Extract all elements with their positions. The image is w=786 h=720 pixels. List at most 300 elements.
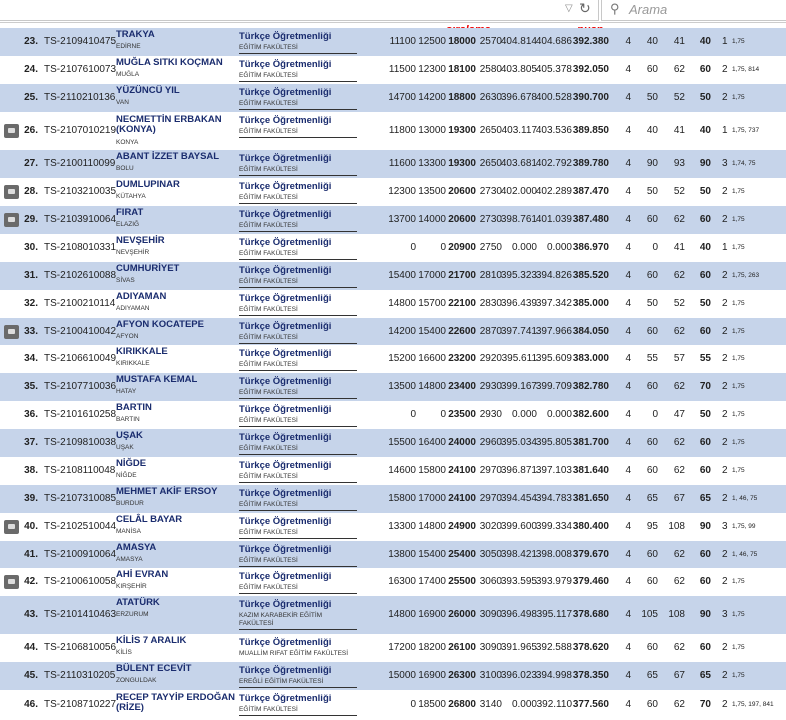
cell-e: 391.965 [500, 642, 537, 653]
city-name: MANİSA [116, 528, 141, 535]
table-row[interactable] [0, 318, 786, 346]
cell-j: 52 [673, 92, 685, 103]
cell-h: 4 [625, 409, 631, 420]
program-name: Türkçe Öğretmenliği [239, 321, 332, 332]
cell-f: 401.039 [535, 214, 572, 225]
cell-f: 399.334 [535, 521, 572, 532]
cell-h: 4 [625, 521, 631, 532]
cell-j: 62 [673, 64, 685, 75]
row-number: 45. [24, 670, 38, 681]
city-name: NEVŞEHİR [116, 249, 150, 256]
cell-l: 2 [722, 670, 728, 681]
cell-b: 15400 [418, 326, 446, 337]
cell-j: 41 [673, 242, 685, 253]
cell-c: 18100 [448, 64, 476, 75]
cell-c: 19300 [448, 125, 476, 136]
cell-j: 62 [673, 214, 685, 225]
cell-b: 18500 [418, 699, 446, 710]
cell-f: 0.000 [546, 242, 572, 253]
row-number: 41. [24, 549, 38, 560]
cell-g: 392.050 [572, 64, 609, 75]
faculty-name: EĞİTİM FAKÜLTESİ [239, 473, 298, 480]
cell-h: 4 [625, 493, 631, 504]
cell-j: 52 [673, 298, 685, 309]
city-name: BURDUR [116, 500, 144, 507]
cell-b: 12500 [418, 36, 446, 47]
cell-k: 40 [699, 125, 711, 136]
city-name: KIRŞEHİR [116, 583, 147, 590]
faculty-name: EĞİTİM FAKÜLTESİ [239, 529, 298, 536]
cell-f: 395.805 [535, 437, 572, 448]
row-number: 36. [24, 409, 38, 420]
cell-h: 4 [625, 437, 631, 448]
cell-b: 16400 [418, 437, 446, 448]
cell-d: 2930 [479, 409, 502, 420]
university-name: BARTIN [116, 402, 152, 413]
cell-g: 390.700 [572, 92, 609, 103]
table-row[interactable] [0, 178, 786, 207]
table-row[interactable] [0, 56, 786, 85]
faculty-underline [239, 81, 357, 82]
cell-k: 50 [699, 409, 711, 420]
cell-f: 0.000 [546, 409, 572, 420]
table-row[interactable] [0, 112, 786, 151]
cell-b: 17400 [418, 576, 446, 587]
cell-h: 4 [625, 642, 631, 653]
cell-e: 393.595 [500, 576, 537, 587]
cell-f: 397.342 [535, 298, 572, 309]
cell-f: 404.686 [535, 36, 572, 47]
program-name: Türkçe Öğretmenliği [239, 87, 332, 98]
cell-g: 378.350 [572, 670, 609, 681]
cell-l: 2 [722, 214, 728, 225]
cell-h: 4 [625, 125, 631, 136]
cell-j: 41 [673, 125, 685, 136]
cell-a: 14600 [388, 465, 416, 476]
cell-k: 90 [699, 158, 711, 169]
cell-i: 50 [646, 298, 658, 309]
faculty-name: EĞİTİM FAKÜLTESİ [239, 361, 298, 368]
cell-notes: 1,75 [732, 355, 745, 362]
cell-i: 60 [646, 642, 658, 653]
row-number: 35. [24, 381, 38, 392]
cell-d: 3090 [479, 609, 502, 620]
cell-f: 392.588 [535, 642, 572, 653]
cell-notes: 1,75, 737 [732, 127, 760, 134]
table-row[interactable] [0, 634, 786, 663]
faculty-underline [239, 715, 357, 716]
cell-h: 4 [625, 465, 631, 476]
table-row[interactable] [0, 568, 786, 597]
faculty-name: EREĞLİ EĞİTİM FAKÜLTESİ [239, 678, 324, 685]
chevron-down-icon[interactable]: ▽ [565, 3, 573, 14]
cell-k: 40 [699, 36, 711, 47]
cell-g: 378.620 [572, 642, 609, 653]
score-type: TS-2 [44, 125, 66, 136]
cell-k: 50 [699, 186, 711, 197]
cell-k: 60 [699, 326, 711, 337]
table-row[interactable] [0, 429, 786, 458]
cell-h: 4 [625, 64, 631, 75]
cell-h: 4 [625, 270, 631, 281]
score-type: TS-2 [44, 409, 66, 420]
score-type: TS-2 [44, 92, 66, 103]
cell-h: 4 [625, 186, 631, 197]
cell-i: 55 [646, 353, 658, 364]
program-name: Türkçe Öğretmenliği [239, 293, 332, 304]
table-row[interactable] [0, 401, 786, 430]
cell-notes: 1,75 [732, 188, 745, 195]
table-row[interactable] [0, 150, 786, 179]
cell-f: 395.117 [536, 609, 572, 620]
city-name: VAN [116, 99, 129, 106]
cell-b: 14200 [418, 92, 446, 103]
cell-notes: 1,75 [732, 38, 745, 45]
cell-c: 23500 [448, 409, 476, 420]
score-type: TS-2 [44, 642, 66, 653]
reload-icon[interactable]: ↻ [579, 0, 591, 16]
cell-d: 2970 [479, 493, 502, 504]
program-code: 100210114 [66, 298, 116, 309]
cell-l: 2 [722, 186, 728, 197]
cell-a: 14200 [388, 326, 416, 337]
search-icon: ⚲ [610, 1, 620, 16]
score-type: TS-2 [44, 549, 66, 560]
cell-notes: 1,75 [732, 411, 745, 418]
table-row[interactable] [0, 690, 786, 720]
address-bar[interactable] [0, 0, 599, 21]
faculty-underline [239, 510, 357, 511]
cell-c: 24000 [448, 437, 476, 448]
cell-j: 62 [673, 549, 685, 560]
row-number: 39. [24, 493, 38, 504]
faculty-underline [239, 538, 357, 539]
cell-i: 90 [646, 158, 658, 169]
cell-notes: 1,75 [732, 672, 745, 679]
university-name: FIRAT [116, 207, 144, 218]
faculty-name: EĞİTİM FAKÜLTESİ [239, 557, 298, 564]
cell-a: 14700 [388, 92, 416, 103]
cell-j: 67 [673, 670, 685, 681]
program-code: 106610049 [66, 353, 117, 364]
program-name: Türkçe Öğretmenliği [239, 488, 332, 499]
cell-g: 383.000 [572, 353, 609, 364]
table-row[interactable] [0, 28, 786, 57]
row-number: 38. [24, 465, 38, 476]
cell-c: 24100 [448, 465, 476, 476]
cell-k: 90 [699, 521, 711, 532]
cell-d: 3050 [479, 549, 502, 560]
table-row[interactable] [0, 485, 786, 514]
cell-j: 67 [673, 493, 685, 504]
cell-j: 62 [673, 381, 685, 392]
score-type: TS-2 [44, 270, 66, 281]
cell-i: 0 [652, 409, 658, 420]
table-row[interactable] [0, 662, 786, 691]
university-name: AMASYA [116, 542, 157, 553]
cell-g: 381.640 [572, 465, 609, 476]
cell-h: 4 [625, 549, 631, 560]
cell-c: 20600 [448, 186, 476, 197]
score-type: TS-2 [44, 158, 66, 169]
cell-l: 2 [722, 353, 728, 364]
university-name: BÜLENT ECEVİT [116, 663, 192, 674]
cell-e: 398.421 [500, 549, 537, 560]
row-number: 37. [24, 437, 38, 448]
cell-d: 2730 [479, 214, 502, 225]
score-type: TS-2 [44, 242, 66, 253]
cell-g: 387.480 [572, 214, 609, 225]
faculty-underline [239, 259, 357, 260]
cell-k: 60 [699, 214, 711, 225]
row-number: 32. [24, 298, 38, 309]
university-name: NİĞDE [116, 458, 147, 469]
cell-notes: 1,75 [732, 611, 745, 618]
cell-k: 60 [699, 437, 711, 448]
row-number: 42. [24, 576, 38, 587]
table-row[interactable] [0, 596, 786, 635]
score-type: TS-2 [44, 670, 66, 681]
program-code: 102510044 [66, 521, 117, 532]
cell-i: 95 [646, 521, 658, 532]
table-row[interactable] [0, 262, 786, 291]
cell-notes: 1,75 [732, 439, 745, 446]
cell-f: 403.536 [535, 125, 572, 136]
cell-g: 389.780 [572, 158, 609, 169]
faculty-underline [239, 454, 357, 455]
faculty-underline [239, 398, 357, 399]
cell-e: 399.600 [500, 521, 537, 532]
cell-l: 3 [722, 521, 728, 532]
cell-l: 2 [722, 409, 728, 420]
table-row[interactable] [0, 457, 786, 486]
cell-d: 3140 [479, 699, 502, 710]
cell-d: 2870 [479, 326, 502, 337]
cell-d: 2570 [479, 36, 502, 47]
faculty-name: EĞİTİM FAKÜLTESİ [239, 334, 298, 341]
city-name: BOLU [116, 165, 134, 172]
cell-notes: 1,75 [732, 94, 745, 101]
cell-j: 62 [673, 270, 685, 281]
cell-e: 394.454 [500, 493, 537, 504]
cell-e: 395.323 [500, 270, 537, 281]
row-number: 26. [24, 125, 38, 136]
cell-c: 20900 [448, 242, 476, 253]
row-number: 33. [24, 326, 38, 337]
faculty-underline [239, 343, 357, 344]
university-name: NEVŞEHİR [116, 235, 165, 246]
cell-d: 2630 [479, 92, 502, 103]
score-type: TS-2 [44, 353, 66, 364]
cell-f: 399.709 [535, 381, 572, 392]
cell-j: 52 [673, 186, 685, 197]
cell-i: 60 [646, 699, 658, 710]
program-code: 101610258 [66, 409, 117, 420]
city-name: ELAZIĞ [116, 221, 140, 228]
city-name: AMASYA [116, 556, 143, 563]
cell-f: 397.103 [535, 465, 572, 476]
cell-notes: 1, 46, 75 [732, 551, 758, 558]
cell-c: 18800 [448, 92, 476, 103]
cell-j: 57 [673, 353, 685, 364]
cell-c: 21700 [448, 270, 476, 281]
faculty-underline [239, 315, 357, 316]
cell-l: 2 [722, 549, 728, 560]
cell-b: 16900 [418, 670, 446, 681]
cell-d: 2650 [479, 125, 502, 136]
score-type: TS-2 [44, 576, 66, 587]
cell-k: 40 [699, 242, 711, 253]
faculty-underline [239, 593, 357, 594]
cell-g: 387.470 [572, 186, 609, 197]
cell-l: 2 [722, 381, 728, 392]
cell-a: 0 [410, 242, 416, 253]
program-code: 107310085 [66, 493, 117, 504]
cell-notes: 1,75 [732, 467, 745, 474]
cell-h: 4 [625, 214, 631, 225]
table-row[interactable] [0, 234, 786, 263]
city-name: MUĞLA [116, 71, 140, 78]
cell-j: 62 [673, 576, 685, 587]
row-number: 25. [24, 92, 38, 103]
cell-f: 400.528 [535, 92, 572, 103]
table-row[interactable] [0, 290, 786, 319]
cell-notes: 1,75 [732, 578, 745, 585]
cell-notes: 1,75 [732, 383, 745, 390]
cell-h: 4 [625, 381, 631, 392]
program-code: 109810038 [66, 437, 117, 448]
cell-f: 402.792 [535, 158, 572, 169]
cell-f: 393.979 [535, 576, 572, 587]
university-name: ADIYAMAN [116, 291, 167, 302]
cell-l: 2 [722, 699, 728, 710]
faculty-name: EĞİTİM FAKÜLTESİ [239, 306, 298, 313]
faculty-name: EĞİTİM FAKÜLTESİ [239, 250, 298, 257]
cell-j: 62 [673, 465, 685, 476]
university-name: ABANT İZZET BAYSAL [116, 151, 220, 162]
cell-h: 4 [625, 609, 631, 620]
program-code: 107010219 [66, 125, 117, 136]
table-row[interactable] [0, 345, 786, 374]
cell-d: 2580 [479, 64, 502, 75]
faculty-name: EĞİTİM FAKÜLTESİ [239, 278, 298, 285]
faculty-underline [239, 482, 357, 483]
cell-i: 40 [646, 125, 658, 136]
cell-l: 3 [722, 609, 728, 620]
cell-a: 15400 [388, 270, 416, 281]
faculty-underline [239, 687, 357, 688]
cell-h: 4 [625, 36, 631, 47]
city-name: AFYON [116, 333, 139, 340]
cell-d: 2830 [479, 298, 502, 309]
table-row[interactable] [0, 541, 786, 569]
cell-i: 50 [646, 186, 658, 197]
city-name: HATAY [116, 388, 137, 395]
cell-c: 24100 [448, 493, 476, 504]
row-number: 30. [24, 242, 38, 253]
cell-h: 4 [625, 158, 631, 169]
program-code: 109410475 [66, 36, 117, 47]
city-name: KİLİS [116, 649, 132, 656]
university-name: TRAKYA [116, 29, 155, 40]
cell-i: 50 [646, 92, 658, 103]
cell-a: 11800 [388, 125, 416, 136]
cell-k: 70 [699, 699, 711, 710]
cell-f: 392.110 [536, 699, 572, 710]
city-name: EDİRNE [116, 43, 141, 50]
program-name: Türkçe Öğretmenliği [239, 637, 332, 648]
cell-g: 382.600 [572, 409, 609, 420]
program-name: Türkçe Öğretmenliği [239, 209, 332, 220]
cell-h: 4 [625, 242, 631, 253]
cell-e: 0.000 [511, 699, 537, 710]
program-name: Türkçe Öğretmenliği [239, 460, 332, 471]
cell-e: 396.871 [500, 465, 537, 476]
program-name: Türkçe Öğretmenliği [239, 516, 332, 527]
score-type: TS-2 [44, 186, 66, 197]
faculty-underline [239, 287, 357, 288]
cell-l: 1 [722, 125, 728, 136]
cell-j: 47 [673, 409, 685, 420]
cell-d: 2920 [479, 353, 502, 364]
search-bar[interactable] [601, 0, 786, 21]
cell-j: 62 [673, 437, 685, 448]
program-code: 108010331 [66, 242, 117, 253]
university-name: UŞAK [116, 430, 143, 441]
cell-l: 2 [722, 493, 728, 504]
score-type: TS-2 [44, 699, 66, 710]
table-row[interactable] [0, 84, 786, 113]
cell-d: 3090 [479, 642, 502, 653]
cell-i: 65 [646, 493, 658, 504]
cell-e: 0.000 [511, 409, 537, 420]
cell-b: 14000 [418, 214, 446, 225]
city-name: KIRIKKALE [116, 360, 150, 367]
cell-e: 395.034 [500, 437, 537, 448]
row-number: 27. [24, 158, 38, 169]
cell-i: 60 [646, 326, 658, 337]
cell-l: 2 [722, 270, 728, 281]
cell-e: 403.805 [500, 64, 537, 75]
cell-i: 60 [646, 214, 658, 225]
table-row[interactable] [0, 513, 786, 542]
faculty-underline [239, 370, 357, 371]
program-name: Türkçe Öğretmenliği [239, 432, 332, 443]
table-row[interactable] [0, 206, 786, 235]
cell-notes: 1,75, 263 [732, 272, 760, 279]
cell-b: 13500 [418, 186, 446, 197]
table-row[interactable] [0, 373, 786, 402]
program-code: 108110048 [66, 465, 116, 476]
cell-e: 396.023 [500, 670, 537, 681]
cell-notes: 1,75 [732, 216, 745, 223]
cell-a: 14800 [388, 609, 416, 620]
faculty-underline [239, 137, 357, 138]
cell-k: 55 [699, 353, 711, 364]
cell-notes: 1,75 [732, 300, 745, 307]
cell-g: 378.680 [572, 609, 609, 620]
program-name: Türkçe Öğretmenliği [239, 599, 332, 610]
cell-b: 16900 [418, 609, 446, 620]
score-type: TS-2 [44, 298, 66, 309]
score-type: TS-2 [44, 326, 66, 337]
program-code: 103910064 [66, 214, 117, 225]
cell-c: 22100 [448, 298, 476, 309]
cell-f: 402.289 [535, 186, 572, 197]
cell-k: 50 [699, 298, 711, 309]
cell-g: 377.560 [572, 699, 609, 710]
cell-c: 24900 [448, 521, 476, 532]
